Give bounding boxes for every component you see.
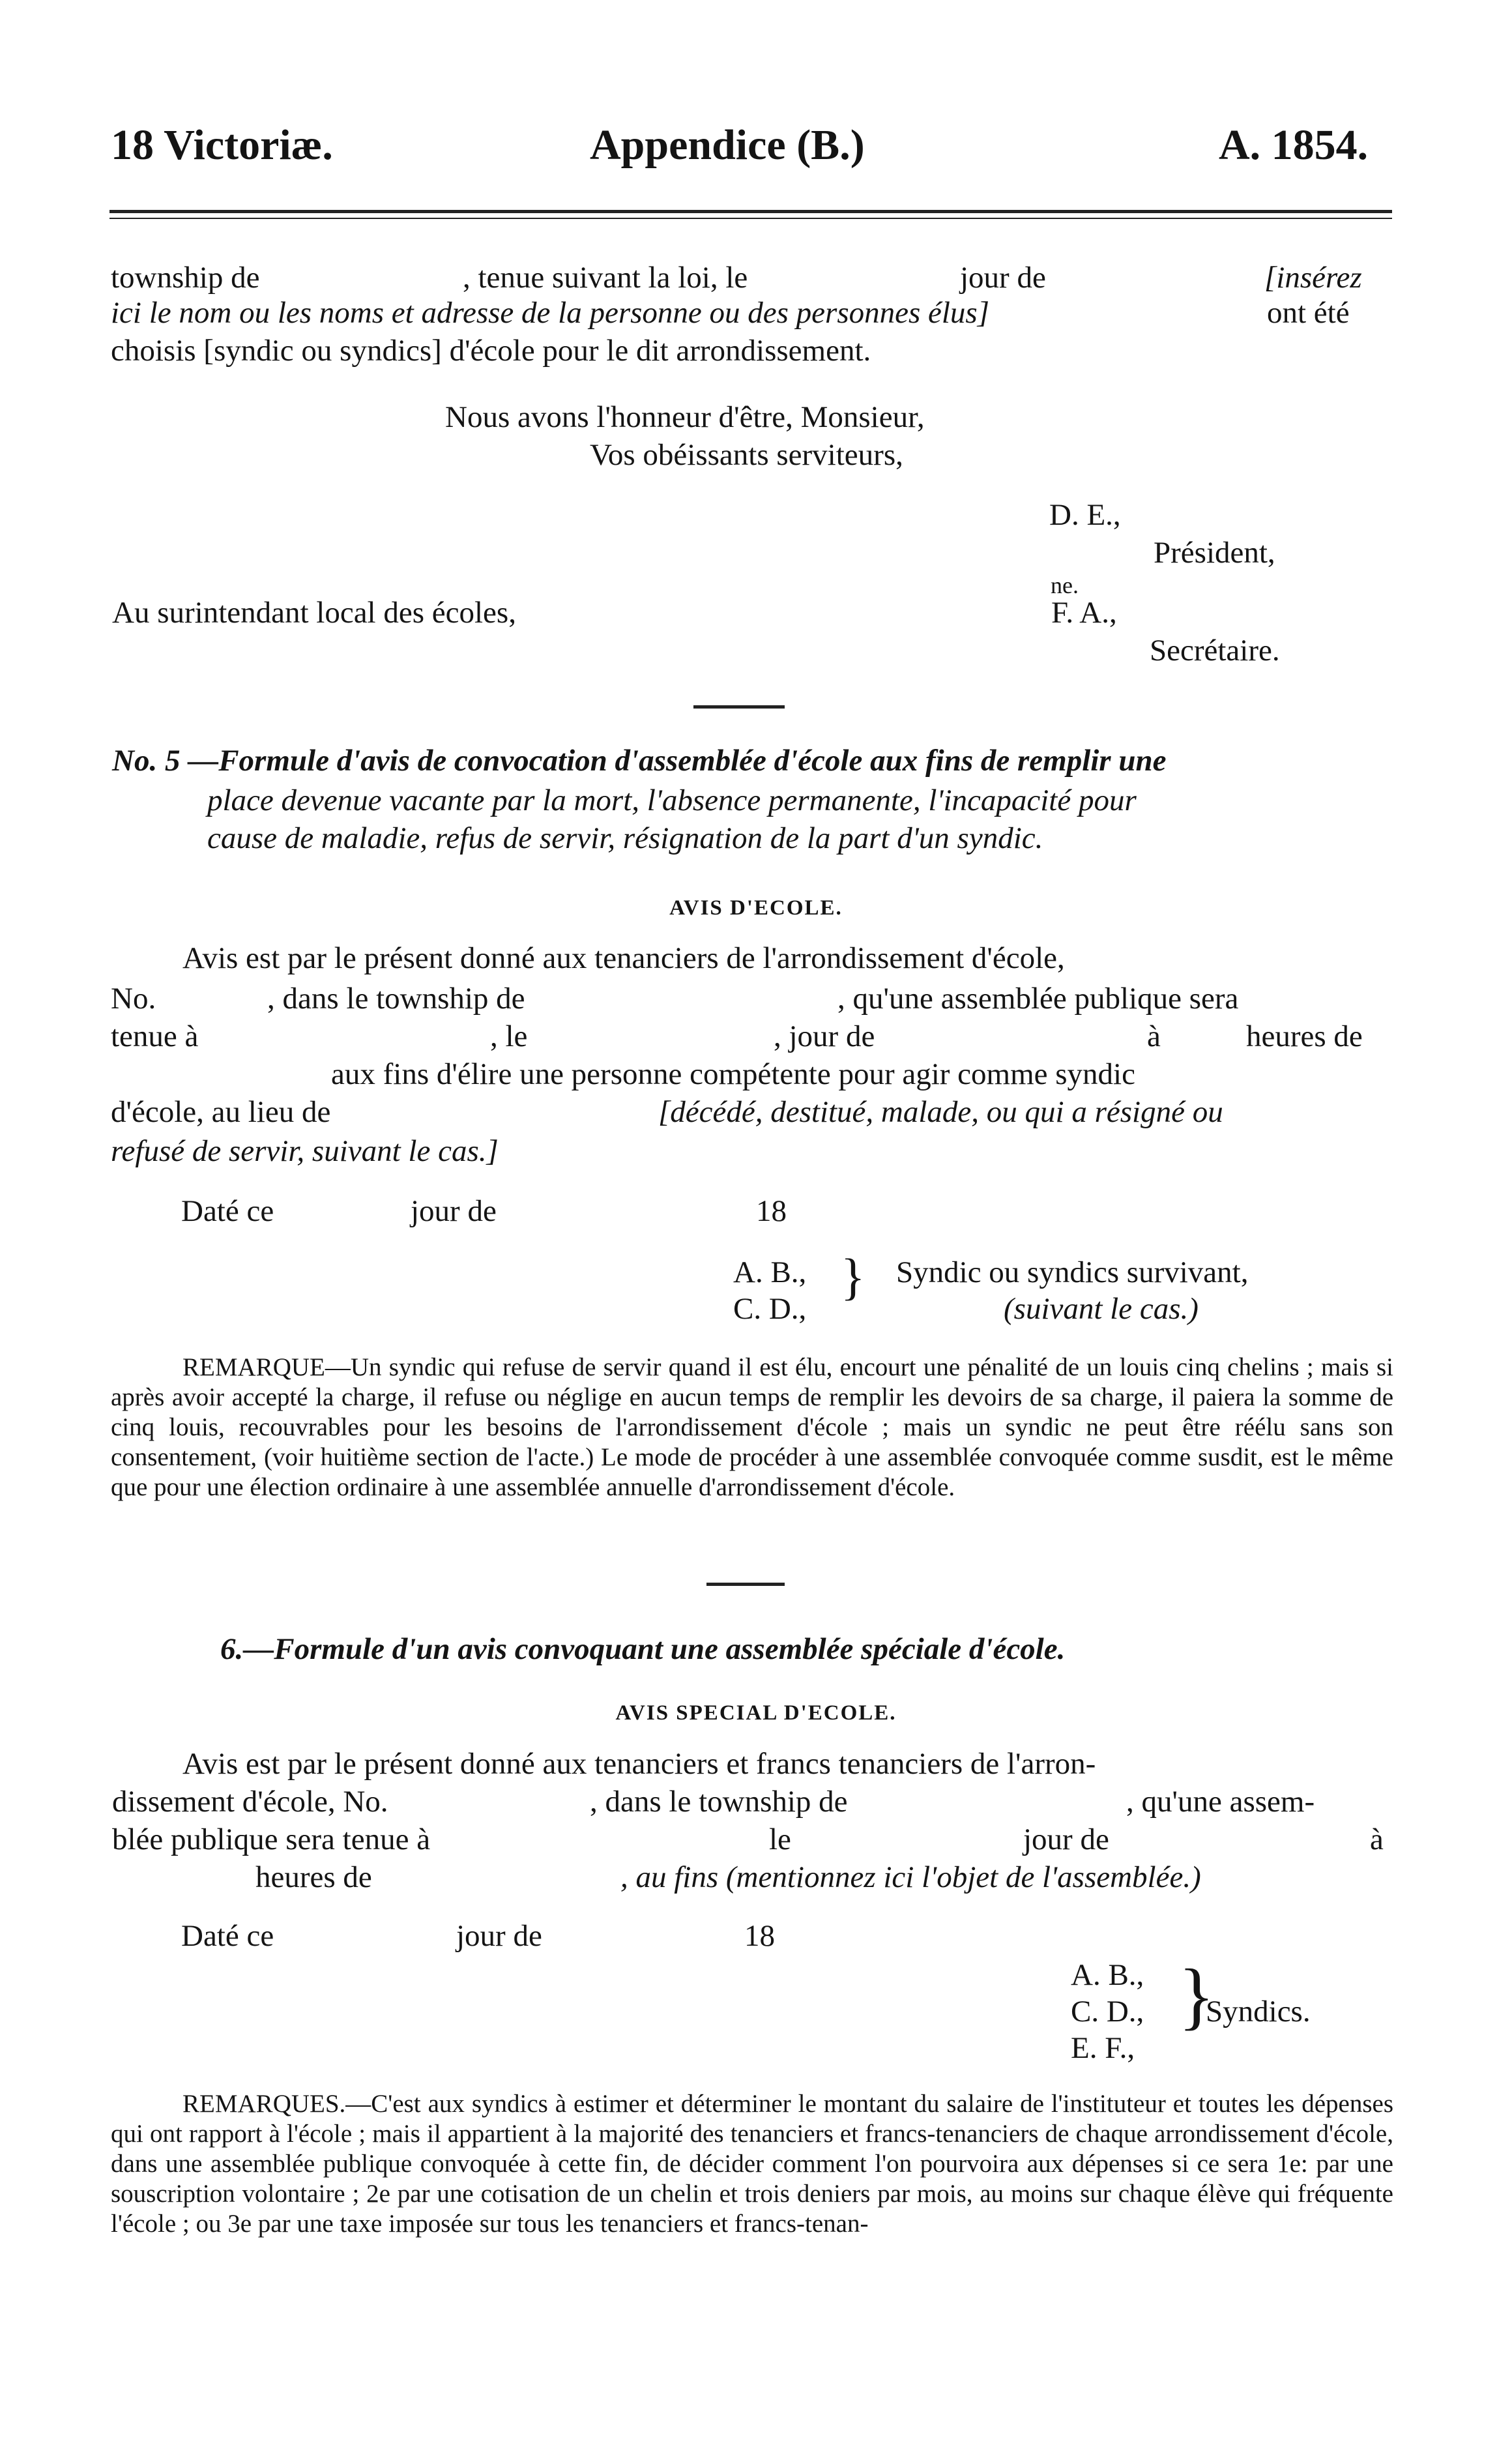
sec5-signature-ab: A. B., [733, 1255, 807, 1289]
sec4-signature1-name: D. E., [1049, 498, 1121, 532]
sec6-date-b: jour de [456, 1919, 542, 1953]
sec5-line3b: , le [490, 1019, 528, 1053]
sec5-signature-text1: Syndic ou syndics survivant, [896, 1255, 1249, 1289]
sec6-line3c: jour de [1023, 1823, 1109, 1856]
sec6-signature-text: Syndics. [1206, 1995, 1311, 2028]
sec5-remark: REMARQUE—Un syndic qui refuse de servir quand il est élu, encourt une pénalité de un louis cinq chelins ; mais si après avoir accepté la charge, il refuse ou néglige en aucun temps de remplir les devoirs de sa charge, il paiera la somme de cinq louis, recouvrables pour les besoins de l'arrondissement d'école ; mais un syndic ne peut être réélu sans son consentement, (voir huitième section de l'acte.) Le mode de procéder à une assemblée convoquée comme susdit, est le même que pour une élection ordinaire à une assemblée annuelle d'arrondissement d'école. [111, 1353, 1393, 1501]
sec5-line2b: , dans le township de [267, 982, 525, 1016]
sec4-line1c: jour de [960, 261, 1046, 295]
sec6-line3a: blée publique sera tenue à [112, 1823, 431, 1856]
sec5-line3c: , jour de [774, 1019, 875, 1053]
sec5-signature-text2: (suivant le cas.) [1004, 1292, 1199, 1326]
sec4-greeting2: Vos obéissants serviteurs, [590, 438, 903, 472]
sec6-date-a: Daté ce [181, 1919, 274, 1953]
sec5-line2c: , qu'une assemblée publique sera [837, 982, 1239, 1016]
sec4-line1b: , tenue suivant la loi, le [463, 261, 748, 295]
sec4-line2b: ont été [1267, 296, 1350, 330]
sec6-line4a: heures de [255, 1860, 372, 1894]
sec4-signature-mark: ne. [1051, 572, 1079, 598]
sec4-line3: choisis [syndic ou syndics] d'école pour le dit arrondissement. [111, 334, 871, 368]
sec5-title-line3: cause de maladie, refus de servir, résignation de la part d'un syndic. [207, 821, 1043, 855]
running-header-appendix: Appendice (B.) [590, 121, 865, 169]
sec5-title-line1: No. 5 —Formule d'avis de convocation d'assemblée d'école aux fins de remplir une [112, 744, 1167, 778]
sec5-line4: aux fins d'élire une personne compétente pour agir comme syndic [331, 1057, 1135, 1091]
sec5-line5b: [décédé, destitué, malade, ou qui a résigné ou [658, 1095, 1223, 1129]
running-header-year: A. 1854. [1219, 121, 1369, 169]
sec5-line1: Avis est par le présent donné aux tenanciers de l'arrondissement d'école, [182, 941, 1065, 975]
sec6-line1: Avis est par le présent donné aux tenanciers et francs tenanciers de l'arron- [182, 1747, 1096, 1781]
sec5-line3d: à [1147, 1019, 1161, 1053]
sec5-line5a: d'école, au lieu de [111, 1095, 331, 1129]
sec6-heading: AVIS SPECIAL D'ECOLE. [615, 1701, 897, 1725]
sec6-line2b: , dans le township de [590, 1785, 848, 1819]
sec5-title-line2: place devenue vacante par la mort, l'absence permanente, l'incapacité pour [207, 783, 1137, 817]
sec4-signature1-title: Président, [1154, 536, 1275, 570]
header-rule [109, 210, 1392, 219]
sec6-line3d: à [1370, 1823, 1384, 1856]
sec5-date-c: 18 [756, 1194, 787, 1228]
sec6-title: 6.—Formule d'un avis convoquant une assemblée spéciale d'école. [220, 1632, 1066, 1666]
sec5-heading: AVIS D'ECOLE. [669, 896, 843, 920]
sec4-greeting1: Nous avons l'honneur d'être, Monsieur, [445, 400, 925, 434]
sec4-signature2-name: F. A., [1051, 596, 1117, 630]
sec4-line1d: [insérez [1264, 261, 1362, 295]
sec5-line3e: heures de [1246, 1019, 1363, 1053]
section-divider-2 [706, 1583, 785, 1586]
sec5-line3a: tenue à [111, 1019, 199, 1053]
running-header-volume: 18 Victoriæ. [111, 121, 333, 169]
sec5-line6: refusé de servir, suivant le cas.] [111, 1134, 499, 1168]
section-divider [693, 705, 785, 709]
sec6-date-c: 18 [744, 1919, 775, 1953]
sec6-remark: REMARQUES.—C'est aux syndics à estimer et déterminer le montant du salaire de l'instituteur et toutes les dépenses qui ont rapport à l'école ; mais il appartient à la majorité des tenanciers et francs-tenanciers de chaque arrondissement d'école, dans une assemblée publique convoquée à cette fin, de décider comment l'on pourvoira aux dépenses si ce sera 1e: par une souscription volontaire ; 2e par une cotisation de un chelin et trois deniers par mois, au moins sur chaque élève qui fréquente l'école ; ou 3e par une taxe imposée sur tous les tenanciers et francs-tenan- [111, 2090, 1393, 2238]
sec4-line1a: township de [111, 261, 260, 295]
sec5-line2a: No. [111, 982, 156, 1016]
sec4-line2a: ici le nom ou les noms et adresse de la personne ou des personnes élus] [111, 296, 990, 330]
sec5-signature-cd: C. D., [733, 1292, 807, 1326]
sec4-signature2-title: Secrétaire. [1150, 634, 1280, 667]
sec6-signature-brace: } [1178, 1954, 1215, 2038]
sec6-line3b: le [769, 1823, 791, 1856]
sec5-date-a: Daté ce [181, 1194, 274, 1228]
sec6-line2c: , qu'une assem- [1126, 1785, 1315, 1819]
sec5-date-b: jour de [411, 1194, 497, 1228]
sec6-line2a: dissement d'école, No. [112, 1785, 388, 1819]
sec6-signature-ab: A. B., [1071, 1958, 1144, 1992]
sec5-signature-brace: } [841, 1248, 865, 1305]
sec6-signature-ef: E. F., [1071, 2031, 1135, 2065]
sec6-signature-cd: C. D., [1071, 1995, 1144, 2028]
sec4-addressee: Au surintendant local des écoles, [112, 596, 516, 630]
sec6-line4b: , au fins (mentionnez ici l'objet de l'assemblée.) [620, 1860, 1201, 1894]
